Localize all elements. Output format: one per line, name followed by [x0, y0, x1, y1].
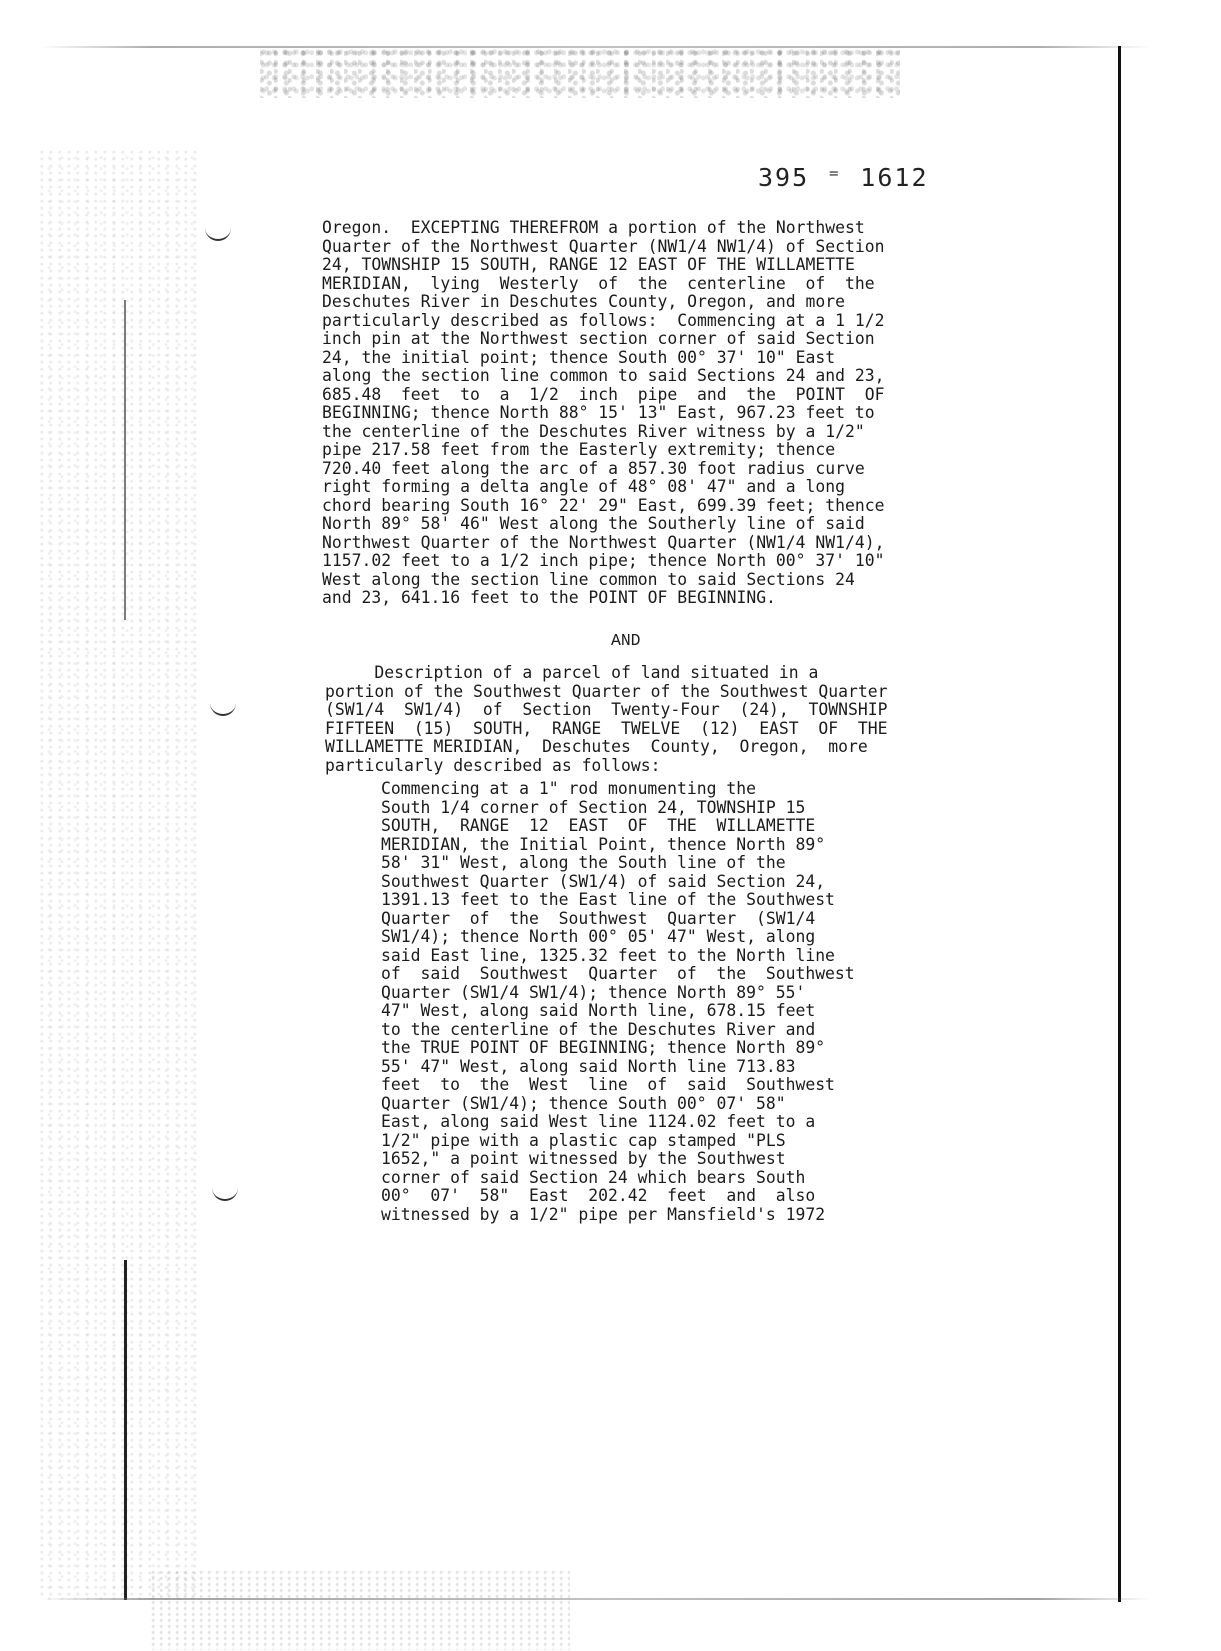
text-line: 1652," a point witnessed by the Southwest — [381, 1149, 786, 1168]
text-line: 1391.13 feet to the East line of the Southwest — [381, 890, 835, 909]
punch-mark-3 — [212, 1185, 238, 1201]
text-line: Description of a parcel of land situated in a — [325, 663, 819, 682]
text-line: to the centerline of the Deschutes River and — [381, 1019, 816, 1039]
text-line: Oregon. EXCEPTING THEREFROM a portion of the Northwest — [322, 218, 865, 237]
text-line: Quarter (SW1/4 SW1/4); thence North 89° 55' — [381, 982, 806, 1002]
text-line: BEGINNING; thence North 88° 15' 13" East, 967.23 feet to — [322, 403, 875, 422]
text-line: 720.40 feet along the arc of a 857.30 foot radius curve — [322, 458, 865, 478]
text-line: particularly described as follows: Commencing at a 1 1/2 — [322, 310, 885, 330]
text-line: inch pin at the Northwest section corner of said Section — [322, 329, 875, 348]
text-line: WILLAMETTE MERIDIAN, Deschutes County, Oregon, more — [325, 737, 868, 756]
text-line: West along the section line common to said Sections 24 — [322, 569, 855, 589]
scan-noise-bottom — [150, 1570, 570, 1650]
scan-right-border — [1118, 46, 1121, 1602]
text-line: the centerline of the Deschutes River witness by a 1/2" — [322, 421, 865, 441]
text-line: (SW1/4 SW1/4) of Section Twenty-Four (24), TOWNSHIP — [325, 700, 888, 719]
punch-mark-2 — [210, 700, 236, 716]
text-line: of said Southwest Quarter of the Southwest — [381, 964, 855, 983]
scan-left-line — [124, 300, 126, 620]
text-line: 1/2" pipe with a plastic cap stamped "PLS — [381, 1130, 786, 1150]
text-line: Commencing at a 1" rod monumenting the — [381, 779, 756, 798]
text-line: FIFTEEN (15) SOUTH, RANGE TWELVE (12) EAST OF THE — [325, 718, 888, 738]
text-line: corner of said Section 24 which bears South — [381, 1167, 806, 1187]
text-line: Quarter of the Northwest Quarter (NW1/4 NW1/4) of Section — [322, 236, 885, 256]
text-line: Deschutes River in Deschutes County, Oregon, and more — [322, 292, 846, 311]
text-line: South 1/4 corner of Section 24, TOWNSHIP 15 — [381, 797, 806, 817]
text-line: Quarter (SW1/4); thence South 00° 07' 58" — [381, 1093, 786, 1113]
text-line: 24, TOWNSHIP 15 SOUTH, RANGE 12 EAST OF THE WILLAMETTE — [322, 255, 855, 274]
text-line: MERIDIAN, the Initial Point, thence North 89° — [381, 834, 826, 854]
scan-left-bar — [124, 1260, 127, 1600]
text-line: SW1/4); thence North 00° 05' 47" West, along — [381, 927, 816, 946]
text-line: said East line, 1325.32 feet to the North line — [381, 945, 835, 965]
text-line: Southwest Quarter (SW1/4) of said Section 24, — [381, 871, 826, 891]
text-line: witnessed by a 1/2" pipe per Mansfield's 1972 — [381, 1204, 826, 1224]
and-heading: AND — [611, 631, 641, 650]
paragraph-description — [325, 664, 887, 775]
punch-mark-1 — [205, 225, 231, 241]
text-line: East, along said West line 1124.02 feet to a — [381, 1112, 816, 1131]
text-line: Northwest Quarter of the Northwest Quarter (NW1/4 NW1/4), — [322, 532, 885, 552]
text-line: and 23, 641.16 feet to the POINT OF BEGINNING. — [322, 588, 776, 607]
text-line: 1157.02 feet to a 1/2 inch pipe; thence North 00° 37' 10" — [322, 551, 885, 570]
text-line: 24, the initial point; thence South 00° 37' 10" East — [322, 347, 836, 367]
text-line: North 89° 58' 46" West along the Southerly line of said — [322, 514, 865, 533]
text-line: 58' 31" West, along the South line of the — [381, 853, 786, 872]
text-line: MERIDIAN, lying Westerly of the centerline of the — [322, 273, 875, 293]
page-number: 395 ⁼ 1612 — [758, 163, 929, 192]
text-line: 685.48 feet to a 1/2 inch pipe and the POINT OF — [322, 384, 885, 404]
scan-noise-left — [40, 150, 200, 1600]
text-line: chord bearing South 16° 22' 29" East, 699.39 feet; thence — [322, 495, 885, 515]
text-line: SOUTH, RANGE 12 EAST OF THE WILLAMETTE — [381, 816, 816, 835]
text-line: right forming a delta angle of 48° 08' 47" and a long — [322, 477, 846, 496]
text-line: particularly described as follows: — [325, 755, 661, 775]
text-line: 55' 47" West, along said North line 713.83 — [381, 1056, 796, 1076]
text-line: 47" West, along said North line, 678.15 feet — [381, 1001, 816, 1020]
text-line: pipe 217.58 feet from the Easterly extremity; thence — [322, 440, 836, 459]
scan-noise-top — [260, 48, 900, 98]
text-line: the TRUE POINT OF BEGINNING; thence North 89° — [381, 1038, 826, 1057]
paragraph-commencing — [381, 780, 855, 1224]
text-line: along the section line common to said Sections 24 and 23, — [322, 366, 885, 385]
text-line: Quarter of the Southwest Quarter (SW1/4 — [381, 908, 816, 928]
paragraph-exception — [322, 219, 884, 608]
text-line: 00° 07' 58" East 202.42 feet and also — [381, 1186, 816, 1205]
text-line: feet to the West line of said Southwest — [381, 1075, 835, 1094]
text-line: portion of the Southwest Quarter of the Southwest Quarter — [325, 681, 888, 701]
